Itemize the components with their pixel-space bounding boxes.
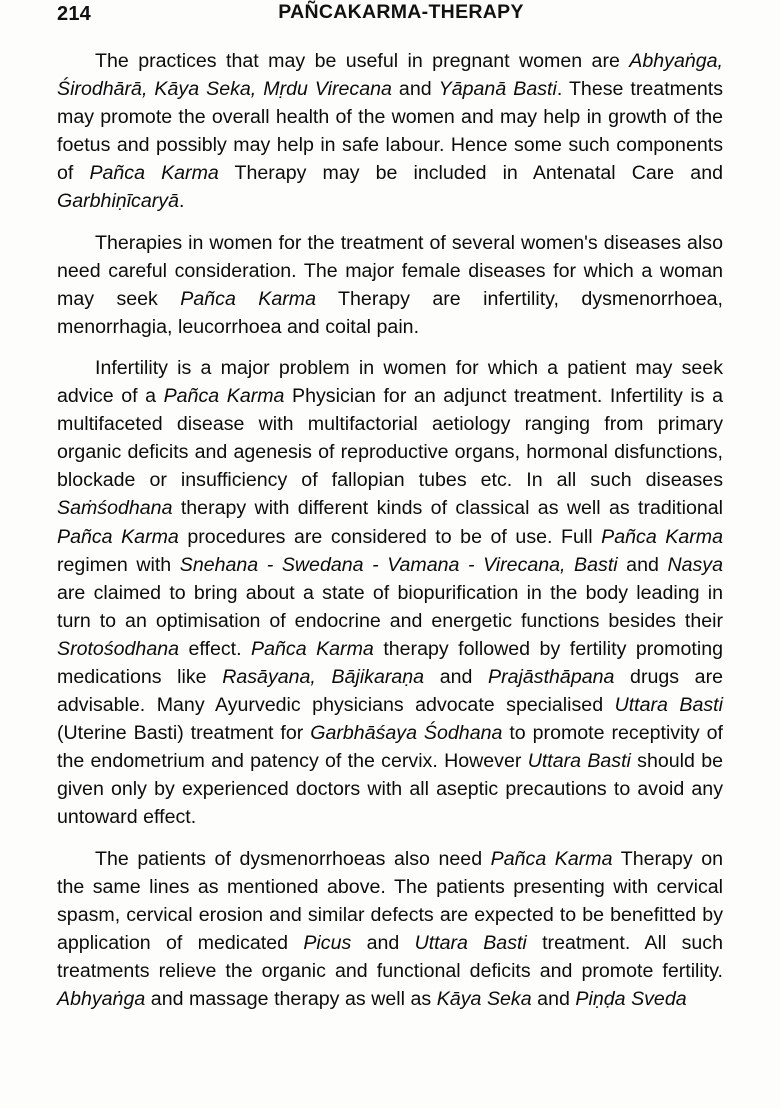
running-head	[0, 0, 780, 34]
paragraph-4: The patients of dysmenorrhoeas also need Pañca Karma Therapy on the same lines as mentioned above. The patients presenting with cervical spasm, cervical erosion and similar defects are expected to be benefitted by application of medicated Picus and Uttara Basti treatment. All such treatments relieve the organic and functional deficits and promote fertility. Abhyaṅga and massage therapy as well as Kāya Seka and Piṇḍa Sveda	[57, 847, 723, 1010]
paragraph-1: The practices that may be useful in pregnant women are Abhyaṅga, Śirodhārā, Kāya Seka, Mṛdu Virecana and Yāpanā Basti. These treatments may promote the overall health of the women and may help in growth of the foetus and possibly may help in safe labour. Hence some such components of Pañca Karma Therapy may be included in Antenatal Care and Garbhiṇīcaryā.	[57, 50, 723, 213]
body-text-block	[57, 47, 723, 1013]
paragraph-2: Therapies in women for the treatment of several women's diseases also need careful consideration. The major female diseases for which a woman may seek Pañca Karma Therapy are infertility, dysmenorrhoea, menorrhagia, leucorrhoea and coital pain.	[57, 231, 723, 338]
page-number: 214	[57, 3, 91, 25]
paragraph-3: Infertility is a major problem in women for which a patient may seek advice of a Pañca Karma Physician for an adjunct treatment. Infertility is a multifaceted disease with multifactorial aetiology ranging from primary organic deficits and agenesis of reproductive organs, hormonal disfunctions, blockade or insufficiency of fallopian tubes etc. In all such diseases Saṁśodhana therapy with different kinds of classical as well as traditional Pañca Karma procedures are considered to be of use. Full Pañca Karma regimen with Snehana - Swedana - Vamana - Virecana, Basti and Nasya are claimed to bring about a state of biopurification in the body leading in turn to an optimisation of endocrine and energetic functions besides their Srotośodhana effect. Pañca Karma therapy followed by fertility promoting medications like Rasāyana, Bājikaraṇa and Prajāsthāpana drugs are advisable. Many Ayurvedic physicians advocate specialised Uttara Basti (Uterine Basti) treatment for Garbhāśaya Śodhana to promote receptivity of the endometrium and patency of the cervix. However Uttara Basti should be given only by experienced doctors with all aseptic precautions to avoid any untoward effect.	[57, 356, 724, 829]
running-title: PAÑCAKARMA-THERAPY	[278, 1, 524, 23]
